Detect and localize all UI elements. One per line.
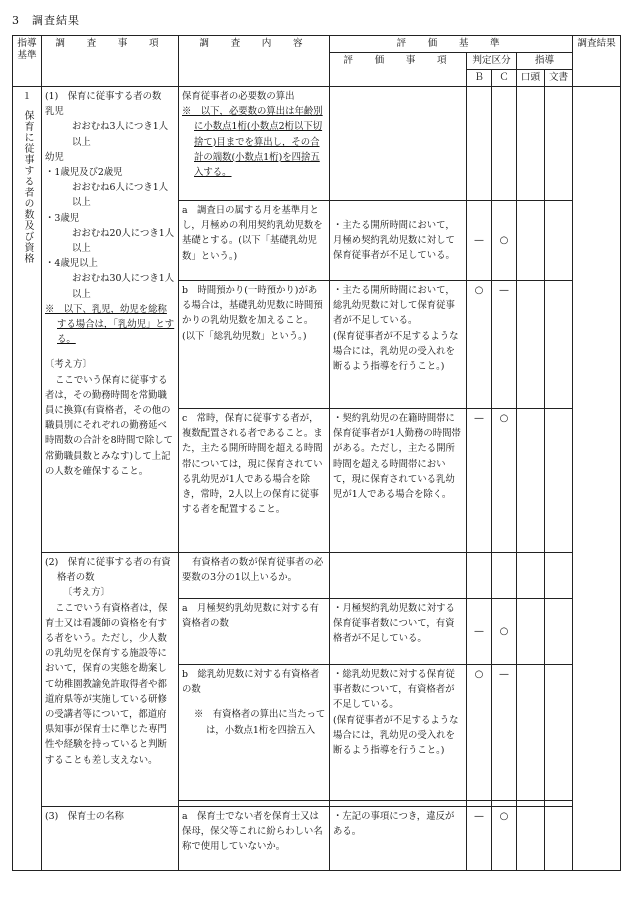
item-2-idea: ここでいう有資格者は，保育士又は看護師の資格を有する者をいう。ただし，少人数の乳幼児を保育する施設等において，保育の実態を勘案して幼稚園教諭免許取得者や都道府県等が実施している研修の受講者等について，都道府県知事が保育士に準じた専門性や経験を持っていると判断することも差し支えない。: [45, 602, 168, 766]
written-1b: [545, 281, 573, 409]
item-1-line: ・4歳児以上: [45, 258, 98, 270]
content-2-intro: [179, 553, 330, 599]
content-1c: c 常時，保育に従事する者が，複数配置される者であること。また，主たる開所時間を超える時間帯については，現に保育されている乳幼児が1人である場合を除き，常時，2人以上の保育に従事する者を配置すること。: [179, 409, 330, 553]
item-1-line: ・1歳児及び2歳児: [45, 167, 123, 179]
eval-2b-note: (保育従事者が不足するような場合には，乳幼児の受入れを断るよう指導を行うこと。): [333, 714, 459, 757]
item-3-title: (3) 保育士の名称: [45, 811, 124, 822]
b-2b: ○: [467, 665, 492, 801]
eval-1a: ・主たる開所時間において，月極め契約乳幼児数に対して保育従事者が不足している。: [330, 201, 467, 281]
item-1-line: おおむね20人につき1人以上: [72, 227, 175, 255]
content-1-note: ※ 以下，必要数の算出は年齢別に小数点1桁(小数点2桁以下切捨て)目までを算出し，その合計の端数(小数点1桁)を四捨五入する。: [182, 106, 323, 179]
header-criteria: 評 価 基 準: [330, 36, 573, 53]
c-1b: —: [492, 281, 517, 409]
oral-2a: [517, 599, 545, 665]
header-content: 調 査 内 容: [179, 36, 330, 87]
item-1-line: おおむね3人につき1人以上: [72, 121, 169, 148]
written-1-empty: [545, 87, 573, 201]
oral-3: [517, 807, 545, 871]
item-1-line: 幼児: [45, 151, 64, 163]
written-1a: [545, 201, 573, 281]
c-1-empty: [492, 87, 517, 201]
eval-1c: ・契約乳幼児の在籍時間帯に保育従事者が1人勤務の時間帯がある。ただし，主たる開所時間を超える時間帯において，現に保育されている乳幼児が1人である場合を除く。: [330, 409, 467, 553]
standard-number: １: [22, 91, 32, 102]
content-2-header: 有資格者の数が保育従事者の必要数の3分の1以上いるか。: [182, 557, 324, 584]
item-1-idea-title: 〔考え方〕: [45, 359, 92, 371]
content-1-header: 保育従事者の必要数の算出: [182, 91, 295, 102]
header-item: 調 査 事 項: [42, 36, 179, 87]
content-2b-text: b 総乳幼児数に対する有資格者の数: [182, 669, 320, 696]
eval-1b-note: (保育従事者が不足するような場合には，乳幼児の受入れを断るよう指導を行うこと。): [333, 330, 459, 373]
item-2-title: (2) 保育に従事する者の有資格者の数: [45, 557, 171, 584]
inspection-table: [12, 35, 621, 871]
item-1-line: 乳児: [45, 106, 64, 118]
b-2-empty: [467, 553, 492, 599]
b-1a: —: [467, 201, 492, 281]
result-cell: [573, 87, 621, 871]
c-3: ○: [492, 807, 517, 871]
header-judgement: 判定区分: [467, 53, 517, 70]
eval-2a: ・月極契約乳幼児数に対する保育従事者数について，有資格者が不足している。: [330, 599, 467, 665]
content-3: a 保育士でない者を保育士又は保母，保父等これに紛らわしい名称で使用していないか。: [179, 807, 330, 871]
oral-2b: [517, 665, 545, 801]
written-2b: [545, 665, 573, 801]
content-1-intro: [179, 87, 330, 201]
oral-1a: [517, 201, 545, 281]
header-c: Ｃ: [492, 70, 517, 87]
item-1-line: おおむね30人につき1人以上: [72, 273, 175, 300]
header-written: 文書: [545, 70, 573, 87]
oral-2-empty: [517, 553, 545, 599]
eval-1b-text: ・主たる開所時間において，総乳幼児数に対して保育従事者が不足している。: [333, 285, 455, 327]
content-2b-note: ※ 有資格者の算出に当たっては，小数点1桁を四捨五入: [194, 709, 326, 736]
item-1-line: おおむね6人につき1人以上: [72, 182, 169, 209]
eval-2-empty: [330, 553, 467, 599]
written-3: [545, 807, 573, 871]
content-2b: [179, 665, 330, 801]
eval-1-empty: [330, 87, 467, 201]
eval-2b: [330, 665, 467, 801]
item-1-cell: [42, 87, 179, 553]
standard-cell: [13, 87, 42, 871]
c-2a: ○: [492, 599, 517, 665]
content-1b: b 時間預かり(一時預かり)がある場合は，基礎乳幼児数に時間預かりの乳幼児数を加えること。(以下「総乳幼児数」という。): [179, 281, 330, 409]
header-result: 調査結果: [573, 36, 621, 87]
content-2a: a 月極契約乳幼児数に対する有資格者の数: [179, 599, 330, 665]
standard-label: 保育に従事する者の数及び資格: [22, 110, 33, 265]
c-2b: —: [492, 665, 517, 801]
written-1c: [545, 409, 573, 553]
item-3: [42, 807, 179, 871]
b-1c: —: [467, 409, 492, 553]
c-1a: ○: [492, 201, 517, 281]
item-2-cell: [42, 553, 179, 807]
eval-1b: [330, 281, 467, 409]
section-title: 3 調査結果: [12, 14, 80, 27]
content-1a: a 調査日の属する月を基準月とし，月極めの利用契約乳幼児数を基礎とする。(以下「基礎乳幼児数」という。): [179, 201, 330, 281]
b-1-empty: [467, 87, 492, 201]
item-1-note: ※ 以下、乳児，幼児を総称する場合は，「乳幼児」とする。: [45, 303, 175, 346]
c-2-empty: [492, 553, 517, 599]
oral-1-empty: [517, 87, 545, 201]
b-3: —: [467, 807, 492, 871]
written-2-empty: [545, 553, 573, 599]
item-2-idea-title: 〔考え方〕: [63, 587, 110, 599]
item-1-line: ・3歳児: [45, 212, 80, 224]
header-oral: 口頭: [517, 70, 545, 87]
header-b: Ｂ: [467, 70, 492, 87]
eval-3: ・左記の事項につき，違反がある。: [330, 807, 467, 871]
item-1-idea: ここでいう保育に従事する者は，その勤務時間を常勤職員に換算(有資格者，その他の職員別にそれぞれの勤務延べ時間数の合計を8時間で除して常勤職員数とみなす)して上記の人数を確保すること。: [45, 374, 173, 477]
written-2a: [545, 599, 573, 665]
b-1b: ○: [467, 281, 492, 409]
header-eval-item: 評 価 事 項: [330, 53, 467, 87]
oral-1c: [517, 409, 545, 553]
eval-2b-text: ・総乳幼児数に対する保育従事者数について，有資格者が不足している。: [333, 669, 455, 711]
header-guidance: 指導: [517, 53, 573, 70]
c-1c: ○: [492, 409, 517, 553]
b-2a: —: [467, 599, 492, 665]
header-standard: 指導基準: [13, 36, 42, 87]
item-1-title: (1) 保育に従事する者の数: [45, 91, 162, 102]
oral-1b: [517, 281, 545, 409]
